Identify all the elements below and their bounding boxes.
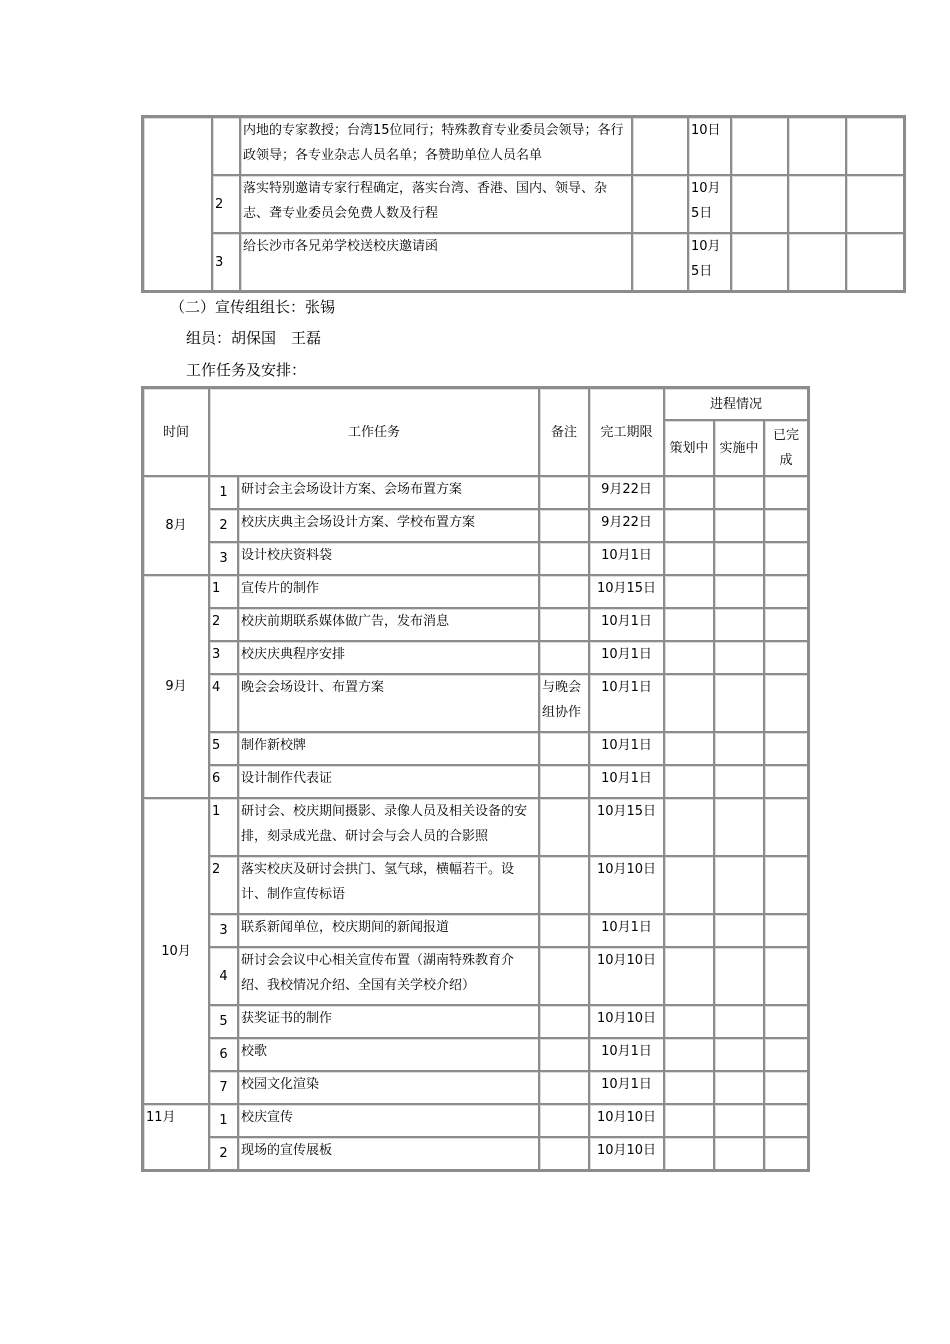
progress-cell [764, 542, 808, 575]
progress-cell [714, 641, 764, 674]
month-cell: 10月 [143, 798, 209, 1104]
row-number: 6 [209, 765, 238, 798]
row-number: 1 [209, 798, 238, 856]
deadline-cell: 10月15日 [589, 575, 664, 608]
section-members: 组员：胡保国 王磊 [186, 329, 322, 347]
progress-cell [664, 1137, 714, 1170]
table-row [143, 641, 808, 674]
progress-cell [714, 914, 764, 947]
deadline-cell: 10月5日 [688, 233, 731, 291]
row-number: 2 [209, 856, 238, 914]
progress-cell [731, 233, 788, 291]
task-cell: 校庆前期联系媒体做广告，发布消息 [238, 608, 539, 641]
table-row [143, 575, 808, 608]
progress-cell [788, 233, 846, 291]
progress-cell [664, 542, 714, 575]
table-row [143, 509, 808, 542]
table-row [143, 947, 808, 1005]
task-cell: 研讨会主会场设计方案、会场布置方案 [238, 476, 539, 509]
note-cell [632, 233, 688, 291]
progress-cell [664, 1071, 714, 1104]
progress-cell [714, 1005, 764, 1038]
table-row [143, 765, 808, 798]
progress-cell [714, 575, 764, 608]
deadline-cell: 10月10日 [589, 947, 664, 1005]
progress-cell [714, 765, 764, 798]
note-cell [539, 856, 589, 914]
task-cell: 内地的专家教授；台湾15位同行；特殊教育专业委员会领导；各行政领导；各专业杂志人员名单；各赞助单位人员名单 [240, 117, 632, 175]
progress-cell [714, 856, 764, 914]
task-cell: 设计制作代表证 [238, 765, 539, 798]
table-row [143, 233, 904, 291]
progress-cell [664, 1038, 714, 1071]
table-row [143, 856, 808, 914]
row-number: 5 [209, 732, 238, 765]
progress-cell [714, 674, 764, 732]
progress-cell [664, 798, 714, 856]
note-cell [539, 947, 589, 1005]
progress-cell [731, 117, 788, 175]
progress-cell [714, 542, 764, 575]
top-task-table [141, 115, 906, 293]
note-cell [539, 542, 589, 575]
deadline-cell: 10月1日 [589, 914, 664, 947]
progress-cell [788, 175, 846, 233]
task-cell: 现场的宣传展板 [238, 1137, 539, 1170]
header-note: 备注 [539, 388, 589, 476]
progress-cell [714, 1071, 764, 1104]
table-row [143, 476, 808, 509]
row-number: 1 [209, 1104, 238, 1137]
header-done: 已完成 [764, 420, 808, 476]
row-number [212, 117, 240, 175]
deadline-cell: 10月10日 [589, 856, 664, 914]
deadline-cell: 10月1日 [589, 1038, 664, 1071]
note-cell [539, 1071, 589, 1104]
progress-cell [714, 1038, 764, 1071]
task-cell: 研讨会、校庆期间摄影、录像人员及相关设备的安排，刻录成光盘、研讨会与会人员的合影照 [238, 798, 539, 856]
progress-cell [846, 175, 904, 233]
note-cell [539, 914, 589, 947]
progress-cell [764, 608, 808, 641]
deadline-cell: 10月5日 [688, 175, 731, 233]
note-cell: 与晚会组协作 [539, 674, 589, 732]
row-number: 6 [209, 1038, 238, 1071]
progress-cell [664, 1104, 714, 1137]
row-number: 2 [209, 509, 238, 542]
progress-cell [764, 1005, 808, 1038]
progress-cell [846, 117, 904, 175]
progress-cell [764, 856, 808, 914]
section-arrangement: 工作任务及安排： [186, 361, 307, 379]
row-number: 7 [209, 1071, 238, 1104]
progress-cell [664, 476, 714, 509]
deadline-cell: 9月22日 [589, 509, 664, 542]
deadline-cell: 10月1日 [589, 641, 664, 674]
deadline-cell: 10月10日 [589, 1005, 664, 1038]
progress-cell [714, 1104, 764, 1137]
progress-cell [764, 476, 808, 509]
note-cell [539, 575, 589, 608]
progress-cell [714, 509, 764, 542]
note-cell [539, 765, 589, 798]
progress-cell [664, 674, 714, 732]
task-cell: 制作新校牌 [238, 732, 539, 765]
deadline-cell: 10月1日 [589, 542, 664, 575]
progress-cell [664, 765, 714, 798]
progress-cell [714, 1137, 764, 1170]
table-row [143, 732, 808, 765]
table-row [143, 608, 808, 641]
note-cell [632, 117, 688, 175]
progress-cell [846, 233, 904, 291]
progress-cell [764, 509, 808, 542]
month-cell: 9月 [143, 575, 209, 798]
task-cell: 校庆庆典程序安排 [238, 641, 539, 674]
progress-cell [788, 117, 846, 175]
row-number: 2 [209, 1137, 238, 1170]
deadline-cell: 9月22日 [589, 476, 664, 509]
task-cell: 给长沙市各兄弟学校送校庆邀请函 [240, 233, 632, 291]
table-row [143, 914, 808, 947]
row-number: 3 [209, 914, 238, 947]
deadline-cell: 10月10日 [589, 1104, 664, 1137]
header-task: 工作任务 [209, 388, 539, 476]
table-row [143, 1104, 808, 1137]
progress-cell [764, 947, 808, 1005]
deadline-cell: 10月1日 [589, 608, 664, 641]
task-cell: 研讨会会议中心相关宣传布置（湖南特殊教育介绍、我校情况介绍、全国有关学校介绍） [238, 947, 539, 1005]
row-number: 1 [209, 476, 238, 509]
task-cell: 晚会会场设计、布置方案 [238, 674, 539, 732]
progress-cell [664, 509, 714, 542]
table-row [143, 1071, 808, 1104]
progress-cell [714, 947, 764, 1005]
deadline-cell: 10月1日 [589, 1071, 664, 1104]
time-cell [143, 117, 212, 291]
note-cell [539, 798, 589, 856]
progress-cell [664, 1005, 714, 1038]
row-number: 2 [209, 608, 238, 641]
row-number: 3 [209, 641, 238, 674]
task-cell: 校歌 [238, 1038, 539, 1071]
row-number: 3 [209, 542, 238, 575]
task-cell: 落实特别邀请专家行程确定，落实台湾、香港、国内、领导、杂志、聋专业委员会免费人数及行程 [240, 175, 632, 233]
deadline-cell: 10月1日 [589, 674, 664, 732]
progress-cell [664, 856, 714, 914]
task-cell: 落实校庆及研讨会拱门、氢气球，横幅若干。设计、制作宣传标语 [238, 856, 539, 914]
progress-cell [664, 608, 714, 641]
progress-cell [764, 914, 808, 947]
note-cell [539, 1005, 589, 1038]
month-cell: 11月 [143, 1104, 209, 1170]
table-row [143, 674, 808, 732]
progress-cell [764, 641, 808, 674]
deadline-cell: 10月15日 [589, 798, 664, 856]
progress-cell [664, 732, 714, 765]
header-time: 时间 [143, 388, 209, 476]
table-row [143, 175, 904, 233]
progress-cell [714, 732, 764, 765]
table-row [143, 542, 808, 575]
row-number: 3 [212, 233, 240, 291]
progress-cell [714, 476, 764, 509]
deadline-cell: 10月10日 [589, 1137, 664, 1170]
deadline-cell: 10月1日 [589, 732, 664, 765]
note-cell [539, 1137, 589, 1170]
table-row [143, 798, 808, 856]
note-cell [539, 476, 589, 509]
month-cell: 8月 [143, 476, 209, 575]
note-cell [632, 175, 688, 233]
task-cell: 校庆庆典主会场设计方案、学校布置方案 [238, 509, 539, 542]
publicity-task-table [141, 386, 810, 1172]
table-row [143, 1038, 808, 1071]
task-cell: 宣传片的制作 [238, 575, 539, 608]
header-planning: 策划中 [664, 420, 714, 476]
row-number: 2 [212, 175, 240, 233]
table-row [143, 1005, 808, 1038]
task-cell: 校园文化渲染 [238, 1071, 539, 1104]
progress-cell [731, 175, 788, 233]
progress-cell [764, 798, 808, 856]
note-cell [539, 1038, 589, 1071]
progress-cell [664, 641, 714, 674]
section-heading: （二）宣传组组长：张锡 [170, 298, 336, 316]
row-number: 5 [209, 1005, 238, 1038]
note-cell [539, 1104, 589, 1137]
header-implementing: 实施中 [714, 420, 764, 476]
progress-cell [664, 947, 714, 1005]
progress-cell [764, 575, 808, 608]
task-cell: 获奖证书的制作 [238, 1005, 539, 1038]
deadline-cell: 10日 [688, 117, 731, 175]
note-cell [539, 608, 589, 641]
row-number: 4 [209, 674, 238, 732]
header-progress: 进程情况 [664, 388, 808, 420]
progress-cell [664, 914, 714, 947]
progress-cell [764, 732, 808, 765]
table-row [143, 117, 904, 175]
progress-cell [764, 1137, 808, 1170]
progress-cell [764, 1038, 808, 1071]
progress-cell [764, 674, 808, 732]
header-deadline: 完工期限 [589, 388, 664, 476]
progress-cell [764, 765, 808, 798]
task-cell: 校庆宣传 [238, 1104, 539, 1137]
task-cell: 设计校庆资料袋 [238, 542, 539, 575]
note-cell [539, 509, 589, 542]
progress-cell [764, 1104, 808, 1137]
progress-cell [764, 1071, 808, 1104]
task-cell: 联系新闻单位，校庆期间的新闻报道 [238, 914, 539, 947]
progress-cell [664, 575, 714, 608]
deadline-cell: 10月1日 [589, 765, 664, 798]
note-cell [539, 641, 589, 674]
progress-cell [714, 798, 764, 856]
row-number: 1 [209, 575, 238, 608]
table-row [143, 1137, 808, 1170]
row-number: 4 [209, 947, 238, 1005]
progress-cell [714, 608, 764, 641]
note-cell [539, 732, 589, 765]
